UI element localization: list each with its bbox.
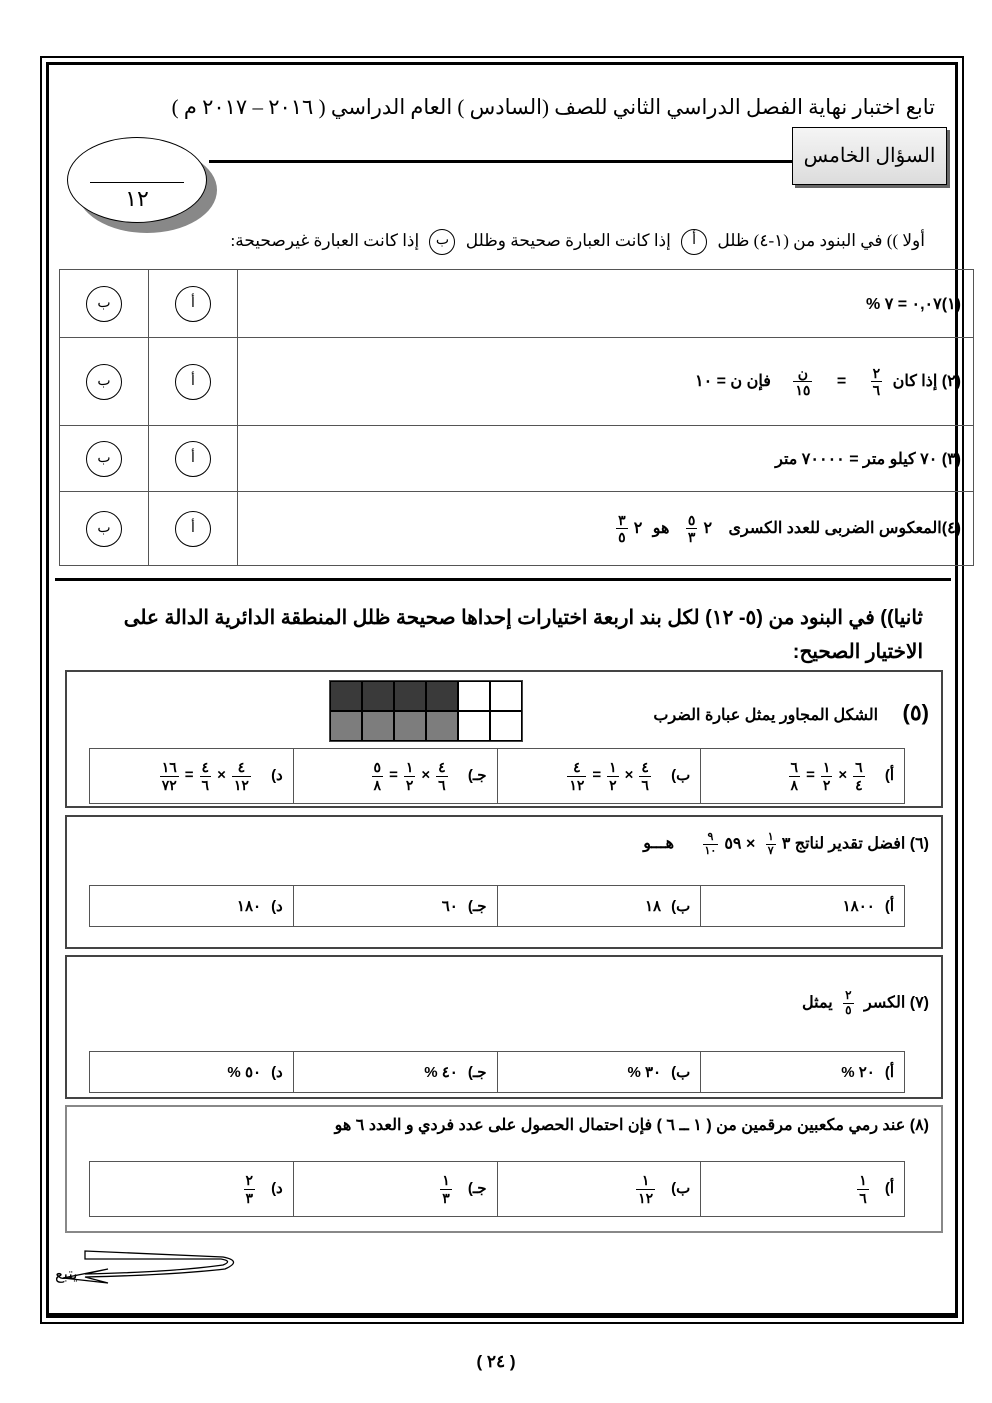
part2-instruction: ثانيا)) في البنود من (٥- ١٢) لكل بند اربعة اختيارات إحداها صحيحة ظلل المنطقة الدائرية الدالة على الاختيار الصحيح: xyxy=(123,607,923,663)
option-label: ب) xyxy=(671,766,691,784)
fraction xyxy=(160,759,179,792)
option-d[interactable] xyxy=(90,1162,294,1217)
denominator: ١٢ xyxy=(569,776,585,793)
option-label: أ) xyxy=(884,898,894,915)
bubble-a-icon: أ xyxy=(681,229,707,255)
part1-instruction xyxy=(230,229,925,255)
fraction xyxy=(404,759,416,792)
numerator: ١ xyxy=(767,831,774,843)
answer-bubble-b[interactable]: ب xyxy=(86,511,122,547)
option-label: جـ) xyxy=(467,1179,487,1197)
denominator: ١٢ xyxy=(233,776,249,793)
question-5-text xyxy=(653,700,929,726)
grid-cell xyxy=(362,711,394,741)
tf-option-b[interactable] xyxy=(60,270,149,338)
times-sign: × xyxy=(838,766,848,784)
times-sign: × xyxy=(745,835,756,853)
option-b[interactable] xyxy=(497,749,701,804)
numerator: ١ xyxy=(641,1172,650,1189)
option-b[interactable] xyxy=(497,1162,701,1217)
denominator: ٧٢ xyxy=(161,776,177,793)
denominator: ٥ xyxy=(845,1002,852,1017)
header-divider xyxy=(209,160,805,163)
fraction xyxy=(372,759,384,792)
score-total: ١٢ xyxy=(125,186,149,211)
denominator: ٦ xyxy=(201,776,210,793)
numerator: ١٦ xyxy=(161,759,177,776)
question-number: (٥) xyxy=(902,700,929,725)
fraction xyxy=(703,831,719,857)
answer-bubble-b[interactable]: ب xyxy=(86,441,122,477)
question-text: الشكل المجاور يمثل عبارة الضرب xyxy=(653,707,879,724)
option-label: د) xyxy=(271,1064,283,1081)
page-inner-frame xyxy=(46,62,961,1318)
tf-question xyxy=(238,426,974,492)
tf-option-a[interactable] xyxy=(149,426,238,492)
question-text: (٢) إذا كان xyxy=(892,372,961,390)
option-label: جـ) xyxy=(467,766,487,784)
question-7-text xyxy=(802,989,929,1018)
option-b[interactable] xyxy=(497,886,701,927)
denominator: ٨ xyxy=(373,776,382,793)
tf-option-b[interactable] xyxy=(60,338,149,426)
tf-option-a[interactable] xyxy=(149,492,238,566)
answer-bubble-a[interactable]: أ xyxy=(175,511,211,547)
option-b[interactable] xyxy=(497,1052,701,1093)
numerator: ٤ xyxy=(573,759,581,776)
question-6-text xyxy=(643,831,929,857)
numerator: ٤ xyxy=(438,759,446,776)
true-false-table xyxy=(59,269,974,566)
option-value: ١٨ xyxy=(645,898,662,915)
option-value: ٤٠ % xyxy=(424,1064,458,1081)
answer-bubble-a[interactable]: أ xyxy=(175,441,211,477)
denominator: ٦ xyxy=(438,776,446,793)
option-value: ١٨٠٠ xyxy=(842,898,875,915)
exam-title: تابع اختبار نهاية الفصل الدراسي الثاني للصف (السادس ) العام الدراسي ( ٢٠١٦ – ٢٠١٧ م ) xyxy=(171,95,935,119)
tf-option-b[interactable] xyxy=(60,426,149,492)
grid-cell xyxy=(490,681,522,711)
question-label-box: السؤال الخامس xyxy=(792,127,947,185)
fraction xyxy=(793,365,812,398)
option-label: د) xyxy=(271,766,283,784)
question-text: هـــو xyxy=(643,835,675,853)
denominator: ١٢ xyxy=(638,1189,654,1206)
equals-sign: = xyxy=(592,766,602,784)
numerator: ٦ xyxy=(790,759,799,776)
tf-question xyxy=(238,492,974,566)
page-number: ( ٢٤ ) xyxy=(476,1352,516,1371)
mixed-whole: ٢ xyxy=(633,519,643,537)
tf-row-1 xyxy=(60,270,974,338)
fraction xyxy=(440,1172,452,1205)
denominator: ٦ xyxy=(859,1189,867,1206)
tf-row-3 xyxy=(60,426,974,492)
grid-cell xyxy=(330,711,362,741)
grid-cell xyxy=(330,681,362,711)
denominator: ٢ xyxy=(609,776,617,793)
fraction xyxy=(244,1172,256,1205)
tf-row-2 xyxy=(60,338,974,426)
grid-cell xyxy=(458,681,490,711)
fraction xyxy=(639,759,651,792)
question-text: يمثل xyxy=(802,994,833,1012)
option-d[interactable] xyxy=(90,886,294,927)
fraction xyxy=(766,831,776,857)
section-divider xyxy=(55,578,951,581)
denominator: ٤ xyxy=(855,776,863,793)
multiplication-grid-figure xyxy=(329,680,523,742)
grid-cell xyxy=(362,681,394,711)
denominator: ٨ xyxy=(790,776,799,793)
fraction xyxy=(821,759,833,792)
question-text: (١)٠,٠٧ = ٧ % xyxy=(866,295,961,313)
equals-sign: = xyxy=(184,766,194,784)
option-d[interactable] xyxy=(90,1052,294,1093)
question-text: (٦) افضل تقدير لناتج xyxy=(794,835,929,853)
option-c[interactable] xyxy=(293,749,497,804)
fraction xyxy=(567,759,586,792)
numerator: ٥ xyxy=(687,511,696,528)
mixed-whole: ٣ xyxy=(781,835,791,853)
bubble-b-icon: ب xyxy=(429,229,455,255)
grid-cell xyxy=(394,681,426,711)
answer-bubble-a[interactable]: أ xyxy=(175,364,211,400)
question-text: (٧) الكسر xyxy=(864,994,929,1012)
option-label: ب) xyxy=(671,1179,691,1197)
tf-question xyxy=(238,338,974,426)
option-label: ب) xyxy=(671,1064,691,1081)
denominator: ٣ xyxy=(442,1189,450,1206)
fraction xyxy=(232,759,251,792)
denominator: ٧ xyxy=(767,844,774,857)
denominator: ٦ xyxy=(872,382,881,398)
question-8-text: (٨) عند رمي مكعبين مرقمين من ( ١ ــ ٦ ) فإن احتمال الحصول على عدد فردي و العدد ٦ هو xyxy=(334,1117,929,1134)
option-c[interactable] xyxy=(293,1052,497,1093)
option-value: ٦٠ xyxy=(441,898,458,915)
fraction xyxy=(871,365,883,398)
option-value: ٢٠ % xyxy=(841,1064,875,1081)
denominator: ٢ xyxy=(822,776,831,793)
question-8-options xyxy=(89,1161,905,1217)
question-5-box xyxy=(65,670,943,808)
question-7-box xyxy=(65,955,943,1099)
option-label: جـ) xyxy=(467,898,487,915)
question-8-box xyxy=(65,1105,943,1233)
follow-arrow-icon xyxy=(53,1247,243,1287)
denominator: ١٠ xyxy=(704,844,717,857)
question-text: فإن ن = ١٠ xyxy=(694,372,771,390)
instruction-text: إذا كانت العبارة غيرصحيحة: xyxy=(230,230,420,250)
fraction xyxy=(616,512,628,545)
option-a[interactable] xyxy=(701,1052,905,1093)
times-sign: × xyxy=(217,766,226,784)
numerator: ١ xyxy=(822,759,831,776)
denominator: ٦ xyxy=(641,776,649,793)
question-7-options xyxy=(89,1051,905,1093)
fraction xyxy=(789,759,801,792)
fraction xyxy=(607,759,619,792)
instruction-text: إذا كانت العبارة صحيحة وظلل xyxy=(465,230,671,250)
tf-question xyxy=(238,270,974,338)
instruction-text: أولا )) في البنود من (١-٤) ظلل xyxy=(717,230,925,250)
question-text: (٣) ٧٠ كيلو متر = ٧٠٠٠٠ متر xyxy=(775,450,961,468)
grid-cell xyxy=(394,711,426,741)
denominator: ٣ xyxy=(245,1189,254,1206)
denominator: ١٥ xyxy=(795,382,811,398)
numerator: ن xyxy=(797,364,808,381)
numerator: ٥ xyxy=(373,759,382,776)
tf-option-a[interactable] xyxy=(149,270,238,338)
numerator: ٤ xyxy=(237,759,246,776)
mixed-whole: ٢ xyxy=(703,519,713,537)
tf-option-a[interactable] xyxy=(149,338,238,426)
denominator: ٥ xyxy=(618,529,626,545)
grid-cell xyxy=(458,711,490,741)
option-value: ٣٠ % xyxy=(627,1064,662,1081)
numerator: ٩ xyxy=(707,831,714,843)
equals-sign: = xyxy=(806,766,815,784)
option-label: جـ) xyxy=(467,1064,487,1081)
option-d[interactable] xyxy=(90,749,294,804)
follow-label: يتبع xyxy=(55,1264,78,1283)
question-5-options xyxy=(89,748,905,804)
numerator: ١ xyxy=(405,759,414,776)
numerator: ٢ xyxy=(845,988,852,1002)
question-text: هو xyxy=(652,519,670,537)
fraction xyxy=(436,759,448,792)
score-entry-line xyxy=(90,182,184,183)
fraction xyxy=(843,989,853,1018)
fraction xyxy=(636,1172,655,1205)
denominator: ٣ xyxy=(687,529,696,545)
fraction xyxy=(686,512,698,545)
question-6-options xyxy=(89,885,905,927)
times-sign: × xyxy=(421,766,431,784)
option-a[interactable] xyxy=(701,886,905,927)
numerator: ٤ xyxy=(201,759,210,776)
numerator: ١ xyxy=(609,759,617,776)
numerator: ٤ xyxy=(641,759,649,776)
grid-cell xyxy=(426,681,458,711)
option-a[interactable] xyxy=(701,749,905,804)
answer-bubble-b[interactable]: ب xyxy=(86,286,122,322)
option-label: د) xyxy=(271,1179,283,1197)
tf-row-4 xyxy=(60,492,974,566)
numerator: ١ xyxy=(442,1172,450,1189)
option-a[interactable] xyxy=(701,1162,905,1217)
page-outer-frame xyxy=(40,56,964,1324)
equals-sign: = xyxy=(836,372,847,390)
fraction xyxy=(200,759,212,792)
mixed-whole: ٥٩ xyxy=(724,835,742,853)
option-label: د) xyxy=(271,898,283,915)
option-label: أ) xyxy=(884,766,894,784)
fraction xyxy=(853,759,865,792)
fraction xyxy=(857,1172,869,1205)
numerator: ١ xyxy=(859,1172,867,1189)
question-text: (٤)المعكوس الضربى للعدد الكسرى xyxy=(728,519,961,537)
denominator: ٢ xyxy=(405,776,414,793)
numerator: ٢ xyxy=(245,1172,254,1189)
times-sign: × xyxy=(624,766,634,784)
grid-cell xyxy=(426,711,458,741)
numerator: ٣ xyxy=(618,511,626,528)
answer-bubble-b[interactable]: ب xyxy=(86,364,122,400)
option-label: ب) xyxy=(671,898,691,915)
option-c[interactable] xyxy=(293,1162,497,1217)
option-value: ١٨٠ xyxy=(236,898,262,915)
numerator: ٦ xyxy=(855,759,863,776)
option-value: ٥٠ % xyxy=(227,1064,262,1081)
option-label: أ) xyxy=(884,1179,894,1197)
question-6-box xyxy=(65,815,943,949)
numerator: ٢ xyxy=(872,364,881,381)
tf-option-b[interactable] xyxy=(60,492,149,566)
equals-sign: = xyxy=(389,766,398,784)
score-circle xyxy=(67,137,207,223)
option-label: أ) xyxy=(884,1064,894,1081)
option-c[interactable] xyxy=(293,886,497,927)
grid-cell xyxy=(490,711,522,741)
answer-bubble-a[interactable]: أ xyxy=(175,286,211,322)
